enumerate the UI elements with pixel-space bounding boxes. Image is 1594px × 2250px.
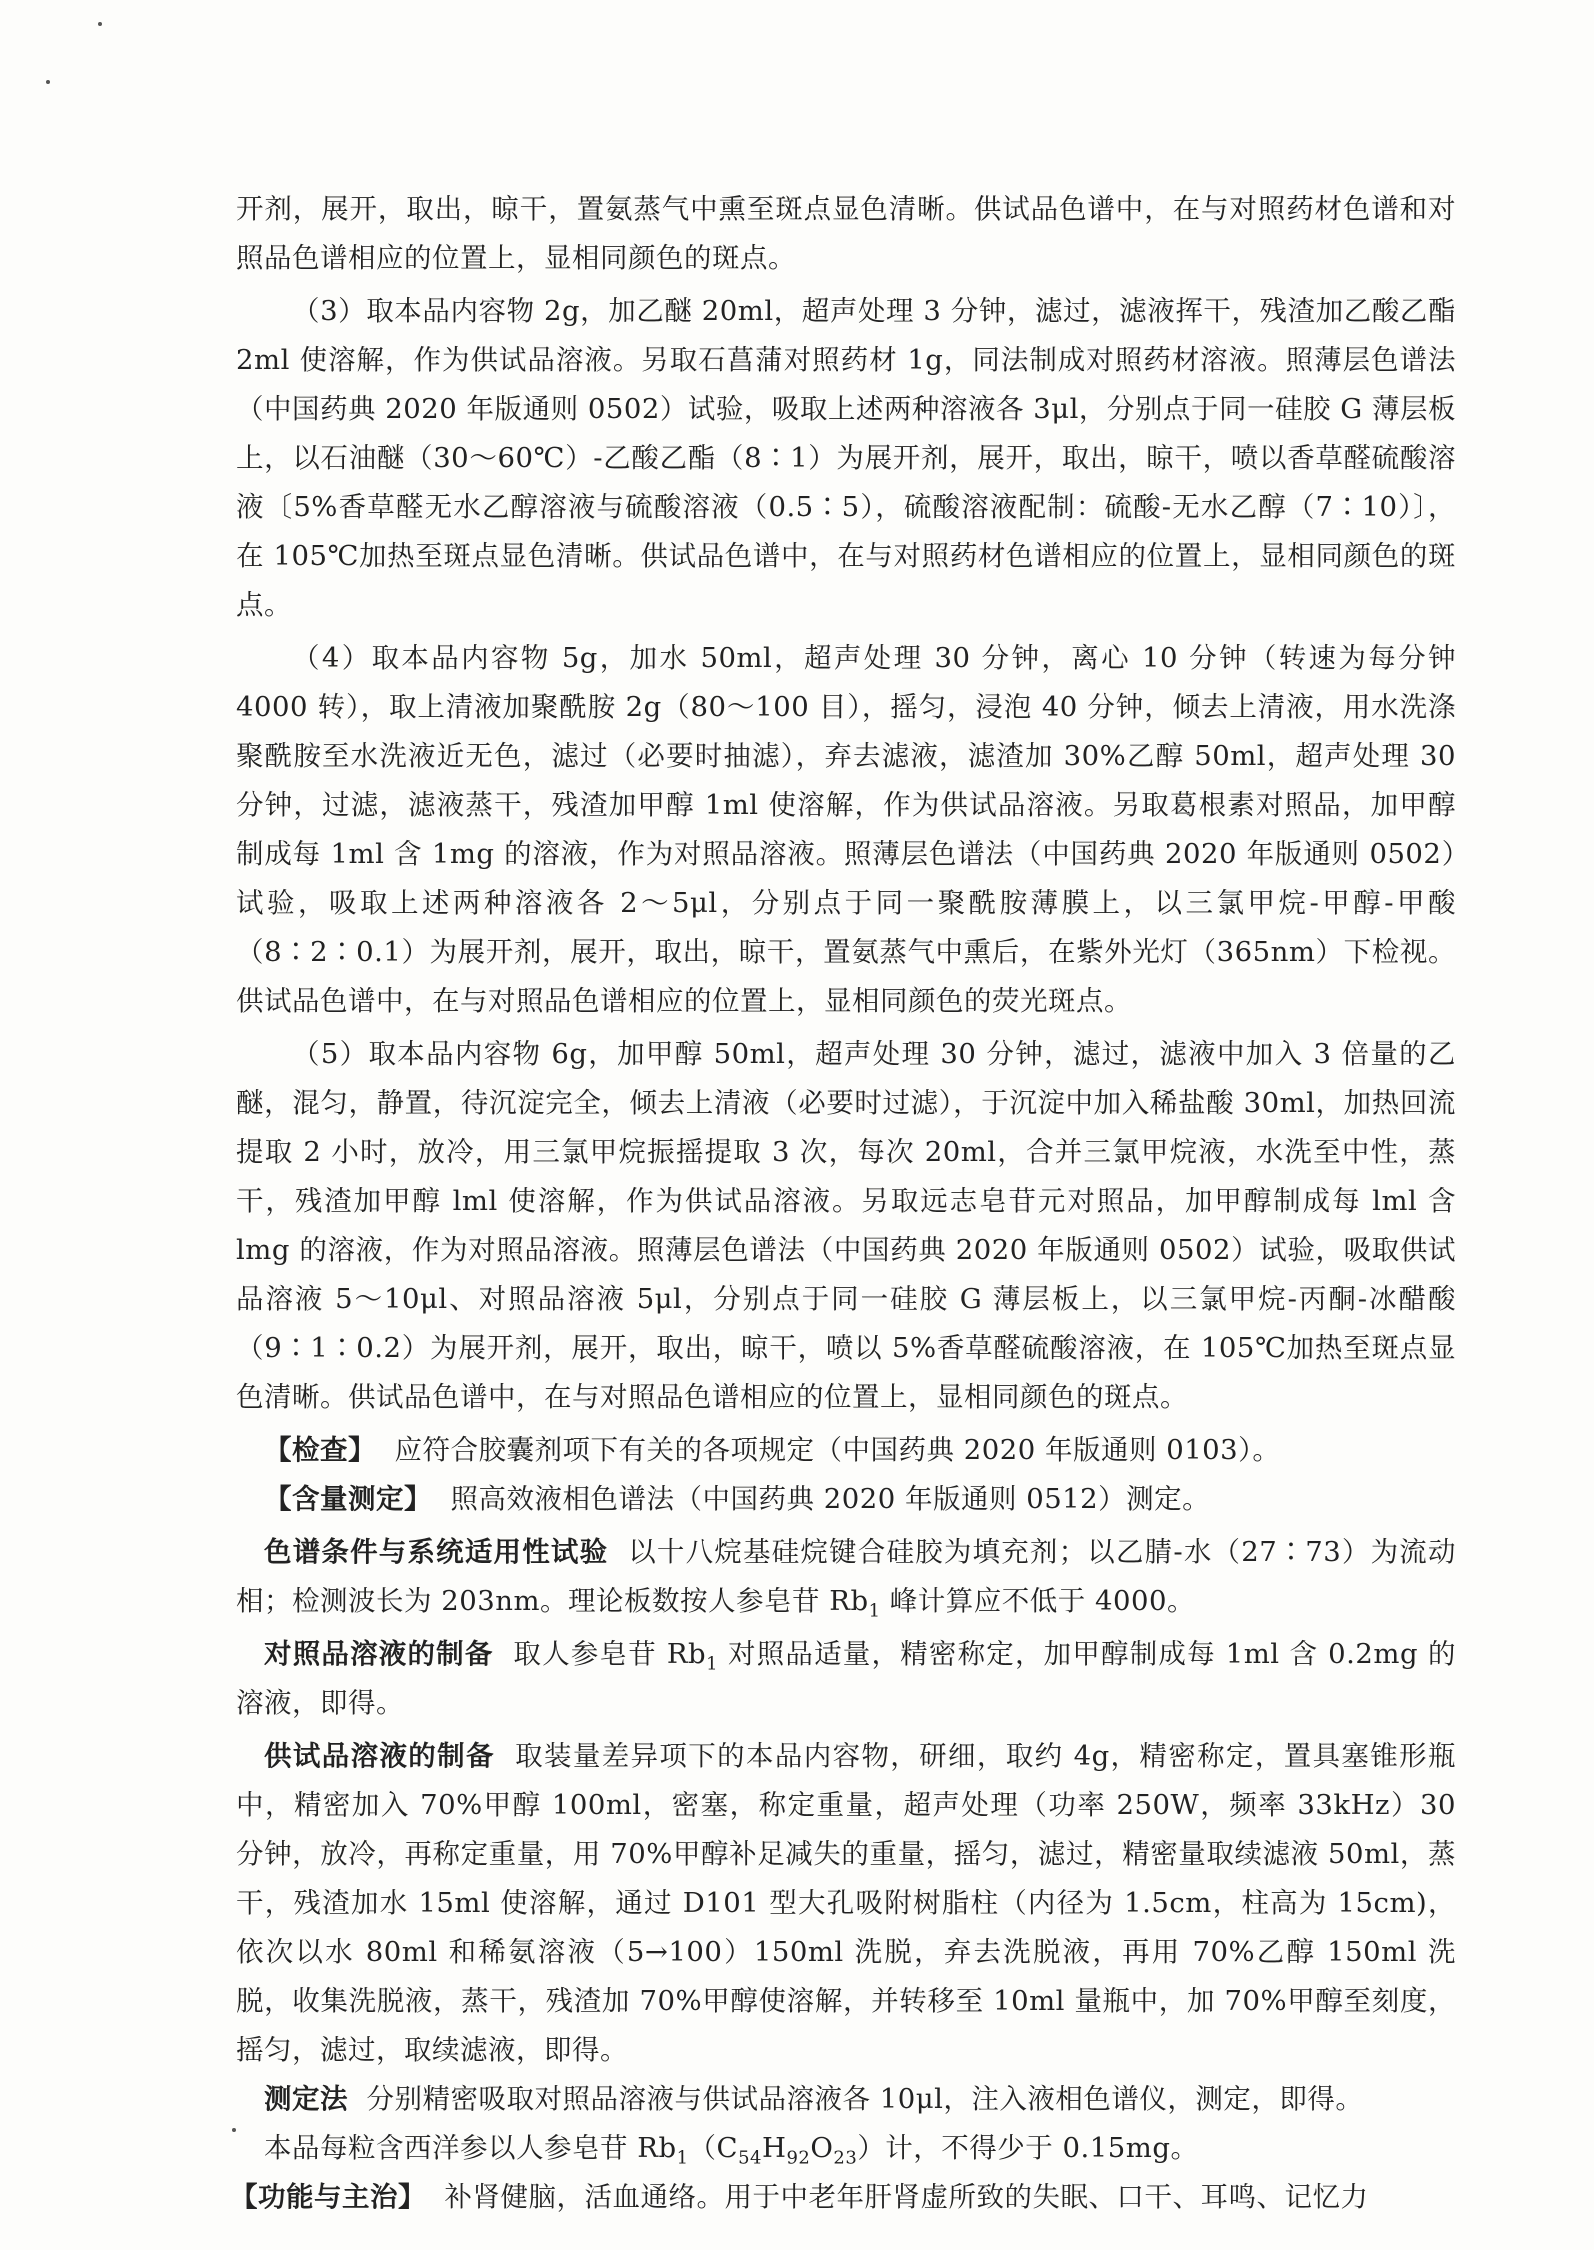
subsection-conditions	[236, 1528, 1456, 1626]
scan-speck	[46, 80, 50, 84]
subsection-label-conditions: 色谱条件与系统适用性试验	[264, 1536, 609, 1568]
paragraph-identification-5: （5）取本品内容物 6g，加甲醇 50ml，超声处理 30 分钟，滤过，滤液中加入 3 倍量的乙醚，混匀，静置，待沉淀完全，倾去上清液（必要时过滤），于沉淀中加入稀盐酸 30ml，加热回流提取 2 小时，放冷，用三氯甲烷振摇提取 3 次，每次 20ml，合并三氯甲烷液，水洗至中性，蒸干，残渣加甲醇 lml 使溶解，作为供试品溶液。另取远志皂苷元对照品，加甲醇制成每 lml 含 lmg 的溶液，作为对照品溶液。照薄层色谱法（中国药典 2020 年版通则 0502）试验，吸取供试品溶液 5～10μl、对照品溶液 5μl，分别点于同一硅胶 G 薄层板上，以三氯甲烷-丙酮-冰醋酸（9∶1∶0.2）为展开剂，展开，取出，晾干，喷以 5%香草醛硫酸溶液，在 105℃加热至斑点显色清晰。供试品色谱中，在与对照品色谱相应的位置上，显相同颜色的斑点。	[236, 1038, 1456, 1413]
subsection-label-reference: 对照品溶液的制备	[264, 1638, 494, 1670]
section-text-assay: 照高效液相色谱法（中国药典 2020 年版通则 0512）测定。	[450, 1483, 1211, 1515]
paragraph-identification-4: （4）取本品内容物 5g，加水 50ml，超声处理 30 分钟，离心 10 分钟（转速为每分钟 4000 转），取上清液加聚酰胺 2g（80～100 目），摇匀，浸泡 40 分钟，倾去上清液，用水洗涤聚酰胺至水洗液近无色，滤过（必要时抽滤），弃去滤液，滤渣加 30%乙醇 50ml，超声处理 30 分钟，过滤，滤液蒸干，残渣加甲醇 1ml 使溶解，作为供试品溶液。另取葛根素对照品，加甲醇制成每 1ml 含 1mg 的溶液，作为对照品溶液。照薄层色谱法（中国药典 2020 年版通则 0502）试验，吸取上述两种溶液各 2～5μl，分别点于同一聚酰胺薄膜上，以三氯甲烷-甲醇-甲酸（8∶2∶0.1）为展开剂，展开，取出，晾干，置氨蒸气中熏后，在紫外光灯（365nm）下检视。供试品色谱中，在与对照品色谱相应的位置上，显相同颜色的荧光斑点。	[236, 642, 1456, 1017]
method-text: 分别精密吸取对照品溶液与供试品溶液各 10μl，注入液相色谱仪，测定，即得。	[366, 2083, 1364, 2115]
section-assay	[236, 1475, 1456, 1524]
reference-text: 取人参皂苷 Rb	[513, 1638, 707, 1670]
conditions-text-end: 峰计算应不低于 4000。	[880, 1585, 1195, 1617]
subscript: 92	[786, 2147, 811, 2169]
section-label-assay: 【含量测定】	[264, 1483, 432, 1515]
document-page	[230, 185, 1457, 2222]
subsection-reference-solution	[236, 1630, 1456, 1728]
subscript: 54	[738, 2147, 762, 2169]
section-label-check: 【检查】	[264, 1434, 376, 1466]
subscript: 1	[676, 2147, 689, 2169]
content-limit	[236, 2124, 1456, 2173]
formula-part: H	[761, 2132, 787, 2164]
paragraph-continued: 开剂，展开，取出，晾干，置氨蒸气中熏至斑点显色清晰。供试品色谱中，在与对照药材色谱和对照品色谱相应的位置上，显相同颜色的斑点。	[236, 193, 1456, 274]
test-text: 取装量差异项下的本品内容物，研细，取约 4g，精密称定，置具塞锥形瓶中，精密加入 70%甲醇 100ml，密塞，称定重量，超声处理（功率 250W，频率 33kHz）30 分钟，放冷，再称定重量，用 70%甲醇补足减失的重量，摇匀，滤过，精密量取续滤液 50ml，蒸干，残渣加水 15ml 使溶解，通过 D101 型大孔吸附树脂柱（内径为 1.5cm，柱高为 15cm)，依次以水 80ml 和稀氨溶液（5→100）150ml 洗脱，弃去洗脱液，再用 70%乙醇 150ml 洗脱，收集洗脱液，蒸干，残渣加 70%甲醇使溶解，并转移至 10ml 量瓶中，加 70%甲醇至刻度，摇匀，滤过，取续滤液，即得。	[236, 1740, 1457, 2066]
subsection-method	[236, 2075, 1456, 2124]
subsection-test-solution	[236, 1732, 1456, 2075]
content-text: 本品每粒含西洋参以人参皂苷 Rb	[264, 2132, 677, 2164]
section-function	[230, 2173, 1456, 2222]
section-text-check: 应符合胶囊剂项下有关的各项规定（中国药典 2020 年版通则 0103）。	[394, 1434, 1281, 1466]
section-label-function: 【功能与主治】	[230, 2181, 426, 2213]
subsection-label-method: 测定法	[264, 2083, 348, 2115]
subscript: 1	[706, 1653, 719, 1675]
subscript: 23	[833, 2147, 858, 2169]
function-text: 补肾健脑，活血通络。用于中老年肝肾虚所致的失眠、口干、耳鸣、记忆力	[444, 2181, 1369, 2213]
paragraph-identification-3: （3）取本品内容物 2g，加乙醚 20ml，超声处理 3 分钟，滤过，滤液挥干，残渣加乙酸乙酯 2ml 使溶解，作为供试品溶液。另取石菖蒲对照药材 1g，同法制成对照药材溶液。照薄层色谱法（中国药典 2020 年版通则 0502）试验，吸取上述两种溶液各 3μl，分别点于同一硅胶 G 薄层板上，以石油醚（30～60℃）-乙酸乙酯（8∶1）为展开剂，展开，取出，晾干，喷以香草醛硫酸溶液〔5%香草醛无水乙醇溶液与硫酸溶液（0.5∶5），硫酸溶液配制：硫酸-无水乙醇（7∶10）〕，在 105℃加热至斑点显色清晰。供试品色谱中，在与对照药材色谱相应的位置上，显相同颜色的斑点。	[236, 295, 1456, 621]
reference-text-end: 对照品适量，精密称定，加甲醇制成每 1ml 含 0.2mg 的溶液，即得。	[236, 1638, 1457, 1719]
formula-part: （C	[688, 2132, 739, 2164]
subsection-label-test: 供试品溶液的制备	[264, 1740, 495, 1772]
conditions-text: 以十八烷基硅烷键合硅胶为填充剂；以乙腈-水（27∶73）为流动相；检测波长为 203nm。理论板数按人参皂苷 Rb	[236, 1536, 1457, 1617]
subscript: 1	[868, 1600, 881, 1622]
section-check	[236, 1426, 1456, 1475]
formula-part: O	[810, 2132, 834, 2164]
scan-speck	[98, 22, 102, 26]
content-text-end: ）计，不得少于 0.15mg。	[857, 2132, 1199, 2164]
